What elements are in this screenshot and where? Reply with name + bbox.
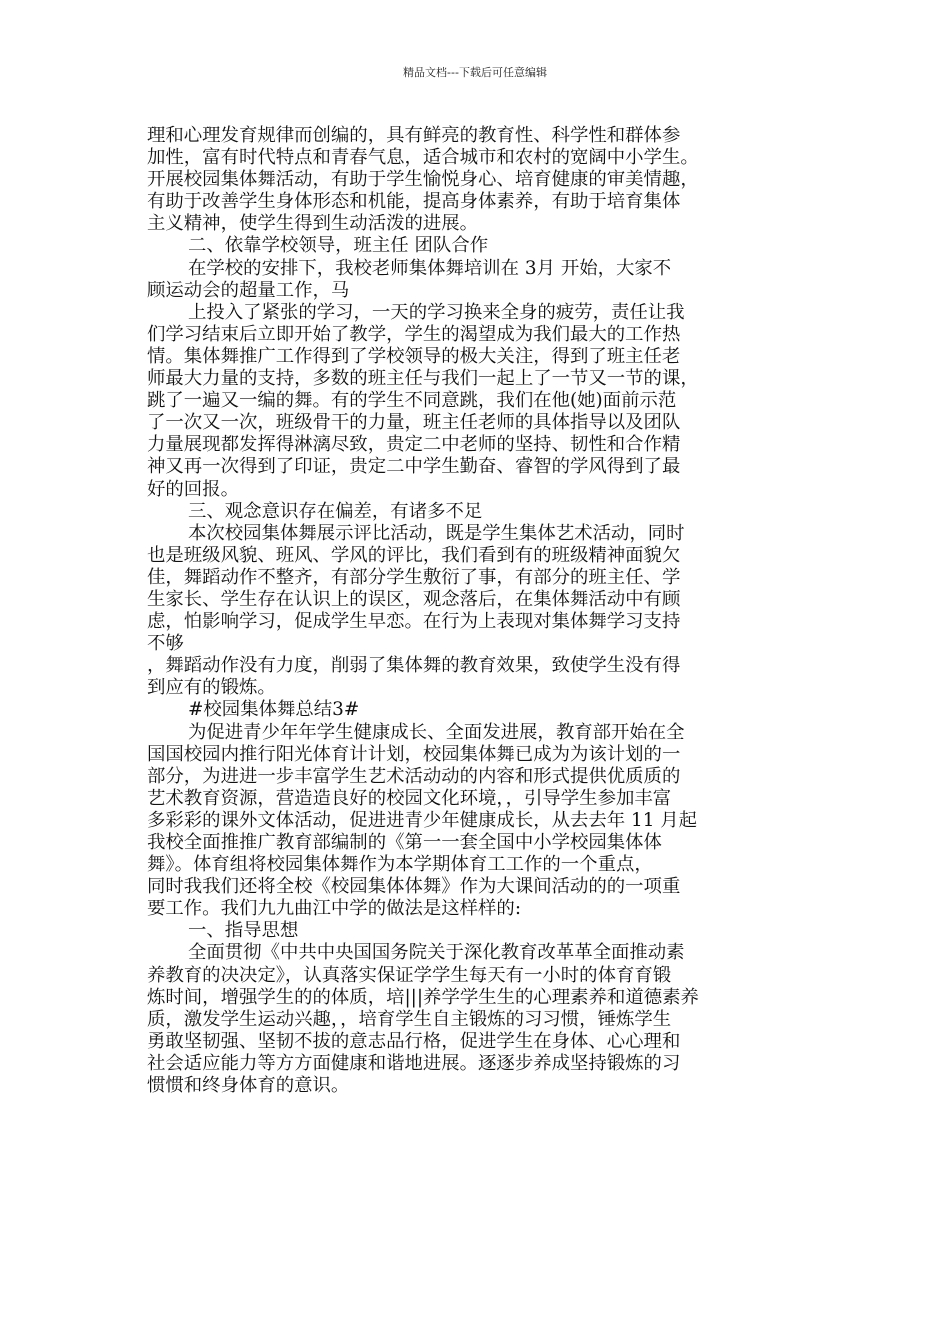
text-line: 三、观念意识存在偏差，有诸多不足 (188, 500, 483, 522)
text-line: 情。集体舞推广工作得到了学校领导的极大关注，得到了班主任老 (147, 345, 681, 367)
text-line: 理和心理发育规律而创编的，具有鲜亮的教育性、科学性和群体参 (147, 125, 681, 146)
text-line: 也是班级风貌、班风、学风的评比，我们看到有的班级精神面貌欠 (147, 544, 681, 566)
text-line: 为促进青少年年学生健康成长、全面发进展，教育部开始在全 (188, 721, 685, 743)
text-line: 们学习结束后立即开始了教学，学生的渴望成为我们最大的工作热 (147, 323, 681, 345)
text-line: 要工作。我们九九曲江中学的做法是这样样的: (147, 898, 522, 920)
text-line: 养教育的决决定》，认真落实保证学学生每天有一小时的体育育锻 (147, 964, 672, 986)
document-body (147, 125, 827, 1097)
text-line: 多彩彩的课外文体活动，促进进青少年健康成长，从去去年 11 月起 (147, 809, 698, 831)
text-line: 了一次又一次，班级骨干的力量，班主任老师的具体指导以及团队 (147, 412, 681, 434)
text-line: 到应有的锻炼。 (147, 677, 276, 699)
text-line: 部分，为进进一步丰富学生艺术活动动的内容和形式提供优质质的 (147, 765, 681, 787)
text-line: 开展校园集体舞活动，有助于学生愉悦身心、培育健康的审美情趣， (147, 169, 699, 191)
text-line: 我校全面推推广教育部编制的《第一一套全国中小学校园集体体 (147, 832, 662, 853)
text-line: 艺术教育资源，营造造良好的校园文化环境，，引导学生参加丰富 (147, 787, 672, 809)
text-line: #校园集体舞总结3# (188, 699, 360, 721)
text-line: 同时我我们还将全校《校园集体体舞》作为大课间活动的的一项重 (147, 876, 681, 898)
text-line: 加性，富有时代特点和青春气息，适合城市和农村的宽阔中小学生。 (147, 147, 699, 169)
text-line: 舞》。体育组将校园集体舞作为本学期体育工工作的一个重点， (147, 854, 653, 876)
text-line: 在学校的安排下，我校老师集体舞培训在 3月 开始，大家不 (188, 257, 672, 279)
text-line: 佳，舞蹈动作不整齐，有部分学生敷衍了事，有部分的班主任、学 (147, 566, 681, 588)
text-line: 力量展现都发挥得淋漓尽致，贵定二中老师的坚持、韧性和合作精 (147, 434, 681, 456)
text-line: 质，激发学生运动兴趣，，培育学生自主锻炼的习习惯，锤炼学生 (147, 1008, 672, 1030)
text-line: 好的回报。 (147, 478, 239, 500)
text-line: 国国校园内推行阳光体育计计划，校园集体舞已成为为该计划的一 (147, 743, 681, 765)
text-line: 全面贯彻《中共中央国国务院关于深化教育改革革全面推动素 (188, 942, 685, 964)
text-line: 主义精神，使学生得到生动活泼的进展。 (147, 213, 479, 235)
page-header: 精品文档---下载后可任意编辑 (403, 66, 547, 79)
text-line: 勇敢坚韧强、坚韧不拔的意志品行格，促进学生在身体、心心理和 (147, 1030, 681, 1052)
text-line: 师最大力量的支持，多数的班主任与我们一起上了一节又一节的课， (147, 368, 699, 390)
text-line: 生家长、学生存在认识上的误区，观念落后，在集体舞活动中有顾 (147, 588, 681, 610)
text-line: 社会适应能力等方方面健康和谐地进展。逐逐步养成坚持锻炼的习 (147, 1052, 681, 1074)
text-line: 虑，怕影响学习，促成学生早恋。在行为上表现对集体舞学习支持 (147, 611, 681, 633)
text-line: 一、指导思想 (188, 920, 299, 942)
text-line: 本次校园集体舞展示评比活动，既是学生集体艺术活动，同时 (188, 522, 685, 544)
text-line: 二、依靠学校领导，班主任 团队合作 (188, 235, 489, 257)
text-line: 上投入了紧张的学习，一天的学习换来全身的疲劳，责任让我 (188, 301, 685, 323)
text-line: 不够 (147, 633, 184, 655)
text-line: 惯惯和终身体育的意识。 (147, 1075, 350, 1097)
text-line: 神又再一次得到了印证，贵定二中学生勤奋、睿智的学风得到了最 (147, 456, 681, 478)
text-line: 跳了一遍又一编的舞。有的学生不同意跳，我们在他(她)面前示范 (147, 390, 677, 412)
text-line: 有助于改善学生身体形态和机能，提高身体素养，有助于培育集体 (147, 191, 681, 213)
text-line: ，舞蹈动作没有力度，削弱了集体舞的教育效果，致使学生没有得 (147, 655, 681, 677)
text-line: 炼时间，增强学生的的体质，培|||养学学生生的心理素养和道德素养 (147, 986, 699, 1008)
text-line: 顾运动会的超量工作，马 (147, 279, 350, 301)
